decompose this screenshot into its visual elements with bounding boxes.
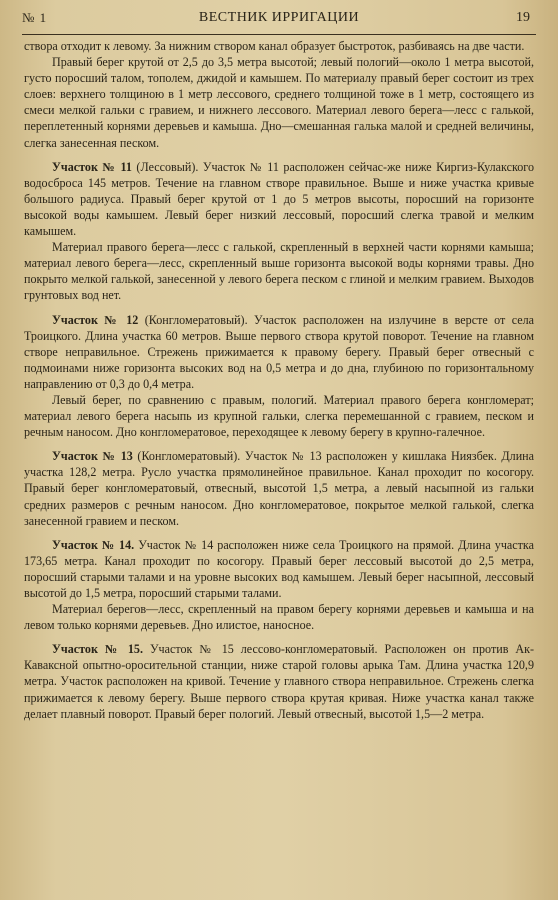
section-heading: Участок № 15. — [52, 642, 143, 657]
section-paragraph: Участок № 14. Участок № 14 расположен ниже села Троицкого на прямой. Длина участка 173,65 метра. Канал проходит по косогору. Правый берег лессовый высотой до 2,5 метра, поросший старыми талами и на уровне высоких вод камышем. Левый берег насыпной, лессовый высотой до 1,5 метра, поросший старыми талами. — [24, 537, 534, 600]
paragraph: створа отходит к левому. За нижним створом канал образует быстроток, разбиваясь на две части. — [24, 39, 525, 53]
section-paragraph: Участок № 15. Участок № 15 лессово-конгломератовый. Расположен он против Ак-Каваксной опытно-оросительной станции, ниже старой головы арыка Там. Длина участка 120,9 метра. Участок расположен на кривой. Течение у главного створа неправильное. Стрежень слегка прижимается к левому берегу. Выше первого створа крутая кривая. Ниже участка канал также делает плавный поворот. Правый берег пологий. Левый отвесный, высотой 1,5—2 метра. — [24, 642, 534, 721]
paragraph: Материал берегов—лесс, скрепленный на правом берегу корнями деревьев и камыша и на левом только корнями деревьев. Дно илистое, наносное. — [24, 602, 534, 633]
section-heading: Участок № 13 — [52, 449, 133, 464]
journal-title: ВЕСТНИК ИРРИГАЦИИ — [198, 10, 360, 25]
paragraph: Левый берег, по сравнению с правым, пологий. Материал правого берега конгломерат; материал левого берега насыпь из крупной гальки, слегка перемешанной с гравием, песком и речным наносом. Дно конгломератовое, переходящее к левому берегу в крупно-галечное. — [24, 392, 534, 440]
issue-number: № 1 — [22, 10, 48, 25]
section-heading: Участок № 14. — [52, 537, 135, 552]
paragraph: Материал правого берега—лесс с галькой, скрепленный в верхней части корнями камыша; материал левого берега—лесс, скрепленный выше горизонта высокой воды корнями травы. Дно покрыто мелкой галькой, занесенной у левого берега песком с глиной и мелким гравием. Выходов грунтовых вод нет. — [24, 240, 534, 303]
section-paragraph: Участок № 11 (Лессовый). Участок № 11 расположен сейчас-же ниже Киргиз-Кулакского водосброса 145 метров. Течение на главном створе правильное. Выше и ниже участка кривые большого радиуса. Правый берег крутой от 1 до 5 метров высоты, поросший на горизонте высокой воды камышем. Левый берег низкий лессовый, поросший слегка травой и мелким камышем. — [24, 159, 534, 239]
section-heading: Участок № 11 — [52, 159, 132, 174]
page-number: 19 — [516, 10, 530, 25]
section-paragraph: Участок № 12 (Конгломератовый). Участок расположен на излучине в версте от села Троицкого. Длина участка 60 метров. Выше первого створа крутой поворот. Течение на главном створе неправильное. Стрежень прижимается к правому берегу. Правый берег отвесный с подмоинами ниже горизонта высоких вод на 0,5 метра и до дна, глубиною по горизонтальному направлению от 0,3 до 0,4 метра. — [24, 312, 534, 391]
section-paragraph: Участок № 13 (Конгломератовый). Участок № 13 расположен у кишлака Ниязбек. Длина участка 128,2 метра. Русло участка прямолинейное правильное. Канал проходит по косогору. Правый берег конгломератовый, отвесный, высотой 1,5 метра, а левый насыпной из гальки средних размеров с речным наносом. Дно конгломератовое, покрытое мелкой галькой, слегка занесенной гравием и песком. — [24, 449, 535, 528]
article-body — [24, 38, 534, 722]
paragraph: Правый берег крутой от 2,5 до 3,5 метра высотой; левый пологий—около 1 метра высотой, густо поросший талом, тополем, джидой и камышем. По материалу правый берег состоит из трех слоев: верхнего толщиною в 1 метр лессового, среднего толщиной тоже в 1 метр, состоящего из смеси мелкой гальки с гравием, и нижнего лессового. Материал левого берега—лесс с галькой, переплетенный корнями деревьев и камыша. Дно—смешанная галька малой и средней величины, слегка занесенная песком. — [24, 55, 534, 150]
section-heading: Участок № 12 — [52, 312, 139, 327]
page-header — [22, 6, 536, 35]
